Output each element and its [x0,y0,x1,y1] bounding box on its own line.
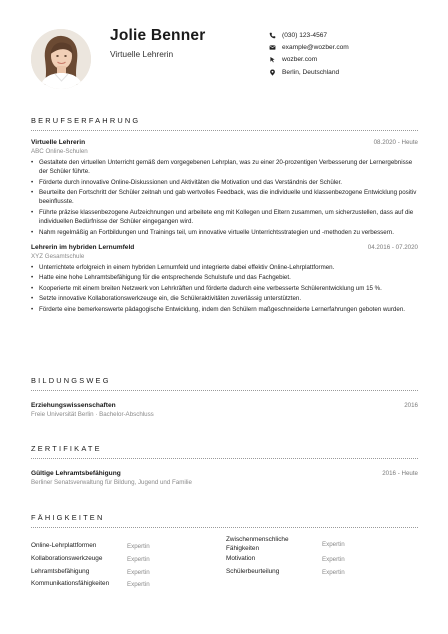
list-item: • Führte präzise klassenbezogene Aufzeichnungen und arbeitete eng mit Kollegen und Eltern zusammen, um sicherzustellen, dass auf die individuellen Bedürfnisse der Schüler eingegangen wird. [31,208,418,226]
skill-name: Kommunikationsfähigkeiten [31,580,110,588]
list-item: • Kooperierte mit einem breiten Netzwerk von Lehrkräften und förderte dadurch eine verbesserte Schülerentwicklung um 15 %. [31,284,418,293]
skill-name: Schülerbeurteilung [226,567,280,575]
certificate-title: Gültige Lehramtsbefähigung [31,470,121,477]
candidate-role: Virtuelle Lehrerin [110,49,174,59]
email-icon [268,43,277,52]
contact-email[interactable] [268,41,349,53]
job-company: ABC Online-Schulen [31,148,88,155]
skill-level: Expertin [127,581,150,589]
skill-item [31,553,226,566]
location-icon [268,68,277,77]
contact-text: wozber.com [282,56,318,64]
section-title: ZERTIFIKATE [31,444,102,453]
contact-text: (030) 123-4567 [282,31,328,39]
list-item: • Unterrichtete erfolgreich in einem hybriden Lernumfeld und integrierte dabei effektiv Online-Lehrplattformen. [31,263,418,272]
list-item: • Förderte eine bemerkenswerte pädagogische Entwicklung, indem den Schülern maßgeschneiderte Lernerfahrungen geboten wurden. [31,305,418,314]
list-item: • Hatte eine hohe Lehramtsbefähigung für die entsprechende Schulstufe und das Fachgebiet. [31,273,418,282]
skill-level: Expertin [127,555,150,563]
avatar [31,29,91,89]
degree-school: Freie Universität Berlin · Bachelor-Abschluss [31,411,154,418]
skill-level: Expertin [322,555,345,563]
job-title: Lehrerin im hybriden Lernumfeld [31,243,135,251]
contact-location [268,66,349,78]
job-bullets [31,263,418,314]
contact-phone[interactable] [268,29,349,41]
skill-item [31,566,226,579]
section-divider [31,390,418,391]
skill-name: Kollaborationswerkzeuge [31,555,103,563]
skill-item [226,536,418,553]
skill-level: Expertin [127,543,150,551]
skill-name: Lehramtsbefähigung [31,567,90,575]
skill-item [31,578,226,591]
job-entry [31,244,418,314]
section-divider [31,130,418,131]
list-item: • Beurteilte den Fortschritt der Schüler zeitnah und gab wertvolles Feedback, was die individuelle und klassenbezogene Entwicklung positiv beeinflusste. [31,188,418,206]
list-item: • Gestaltete den virtuellen Unterricht gemäß dem vorgegebenen Lehrplan, was zu einer 20-prozentigen Verbesserung der Lernergebnisse der Schüler führte. [31,158,418,176]
job-title: Virtuelle Lehrerin [31,139,86,146]
list-item: • Nahm regelmäßig an Fortbildungen und Trainings teil, um innovative virtuelle Unterrichtsstrategien und -methoden zu verbessern. [31,228,418,237]
skill-name: Zwischenmenschliche Fähigkeiten [226,536,289,552]
phone-icon [268,31,277,40]
job-company: XYZ Gesamtschule [31,252,85,260]
contact-list [268,29,349,78]
degree-date: 2016 [404,402,418,409]
certificate-issuer: Berliner Senatsverwaltung für Bildung, Jugend und Familie [31,479,192,486]
section-title: BERUFSERFAHRUNG [31,116,141,125]
link-icon [268,55,277,64]
contact-text: Berlin, Deutschland [282,68,340,76]
candidate-name: Jolie Benner [110,27,206,44]
education-section [31,376,418,418]
job-date: 08.2020 - Heute [373,139,418,146]
section-title: FÄHIGKEITEN [31,513,105,522]
resume-header [0,0,448,100]
skill-level: Expertin [322,541,345,549]
education-entry [31,402,418,418]
skill-item [31,540,226,553]
profile-photo [31,29,91,89]
skill-level: Expertin [322,568,345,576]
section-title: BILDUNGSWEG [31,376,111,385]
contact-website[interactable] [268,54,349,66]
list-item: • Förderte durch innovative Online-Diskussionen und Aktivitäten die Motivation und das Verständnis der Schüler. [31,178,418,187]
experience-section [31,116,418,315]
job-date: 04.2016 - 07.2020 [367,243,418,251]
degree-title: Erziehungswissenschaften [31,402,116,409]
job-bullets [31,158,418,237]
list-item: • Setzte innovative Kollaborationswerkzeuge ein, die Schüleraktivitäten zuverlässig unterstützten. [31,294,418,303]
section-divider [31,527,418,528]
contact-text: example@wozber.com [282,43,349,51]
skill-name: Online-Lehrplattformen [31,542,97,550]
skill-item [226,566,418,579]
skills-grid [31,536,418,591]
job-entry [31,139,418,237]
skill-item [226,553,418,566]
certificate-entry [31,470,418,486]
section-divider [31,458,418,459]
skills-section [31,513,418,591]
skill-level: Expertin [127,568,150,576]
skill-name: Motivation [226,555,256,563]
certificate-date: 2016 - Heute [382,470,418,477]
certificates-section [31,444,418,486]
